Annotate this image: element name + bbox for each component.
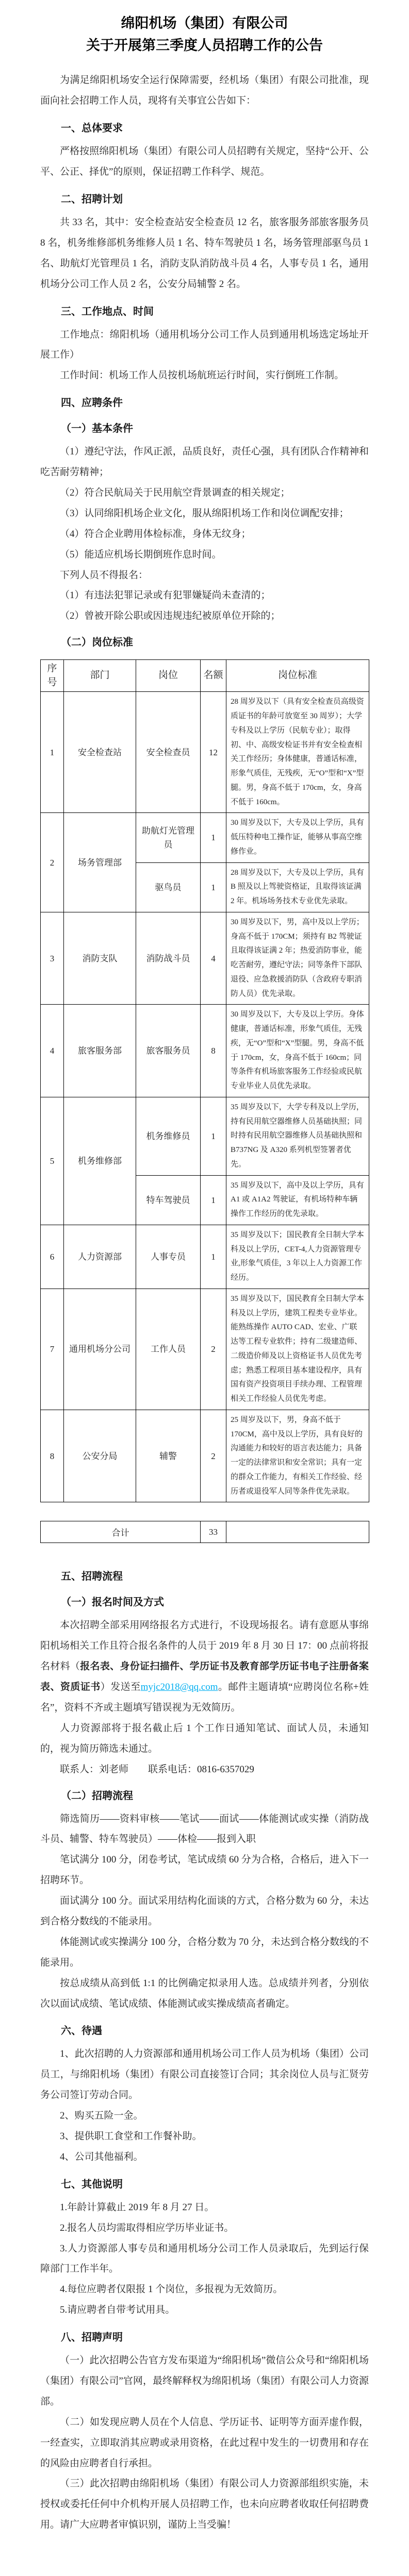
- section-heading-2: 二、招聘计划: [61, 193, 123, 205]
- cell-standard: 25 周岁及以下，男，身高不低于 170CM，高中及以上学历，具有良好的沟通能力和较好的语言表达能力；具备一定的法律常识和安全常识；具有一定的群众工作能力，有相关工作经验、经历者或退役军人同等条件优先录取。: [226, 1410, 369, 1502]
- cell-no: 3: [41, 912, 64, 1005]
- cell-dept: 旅客服务部: [64, 1005, 136, 1097]
- paragraph: （2）符合民航局关于民用航空背景调查的相关规定；: [60, 487, 290, 498]
- cell-count: 1: [201, 1175, 226, 1225]
- col-header-position: 岗位: [136, 660, 201, 692]
- paragraph: 3.人力资源部人事专员和通用机场分公司工作人员录取后，先到运行保障部门工作半年。: [40, 2243, 369, 2275]
- cell-count: 2: [201, 1289, 226, 1410]
- cell-dept: 消防支队: [64, 912, 136, 1005]
- title-line-2: 关于开展第三季度人员招聘工作的公告: [86, 38, 323, 54]
- paragraph: 下列人员不得报名：: [60, 569, 149, 581]
- document-body: [40, 70, 369, 2576]
- cell-standard: 28 周岁及以下（具有安全检查员高级资质证书的年龄可放宽至 30 周岁）；大学专科及以上学历（民航专业）；取得初、中、高级安检证书并有安全检查相关工作经历；身体健康，普通话标准，形象气质佳，无残疾，无“O”型和“X”型腿。男，身高不低于 170cm，女，身高不低于 160cm。: [226, 692, 369, 813]
- cell-standard: 35 周岁及以下；国民教育全日制大学本科及以上学历，CET-4,人力资源管理专业,形象气质佳，3 年以上人力资源工作经历。: [226, 1225, 369, 1289]
- cell-position: 驱鸟员: [136, 862, 201, 912]
- cell-position: 旅客服务员: [136, 1005, 201, 1097]
- paragraph: 2、购买五险一金。: [60, 2110, 143, 2122]
- cell-count: 12: [201, 692, 226, 813]
- table-row: [41, 1410, 369, 1502]
- col-header-count: 名额: [201, 660, 226, 692]
- cell-no: 2: [41, 813, 64, 912]
- cell-position: 人事专员: [136, 1225, 201, 1289]
- paragraph: 3、提供职工食堂和工作餐补助。: [60, 2130, 202, 2142]
- paragraph: 1、此次招聘的人力资源部和通用机场公司工作人员为机场（集团）公司员工，与绵阳机场（集团）有限公司直接签订合同；其余岗位人员与汇贤劳务公司签订劳动合同。: [40, 2048, 369, 2101]
- paragraph: （一）此次招聘公告官方发布渠道为“绵阳机场”微信公众号和“绵阳机场（集团）有限公司”官网，最终解释权为绵阳机场（集团）有限公司人力资源部。: [40, 2355, 369, 2407]
- paragraph: 4.每位应聘者仅限报 1 个岗位，多报视为无效简历。: [60, 2284, 283, 2295]
- cell-no: 7: [41, 1289, 64, 1410]
- cell-count: 1: [201, 1097, 226, 1175]
- paragraph: 面试满分 100 分。面试采用结构化面谈的方式，合格分数为 60 分，未达到合格分数线的不能录用。: [40, 1895, 369, 1927]
- cell-dept: 通用机场分公司: [64, 1289, 136, 1410]
- subsection-heading-position-standards: （二）岗位标准: [61, 637, 133, 649]
- cell-no: 6: [41, 1225, 64, 1289]
- paragraph: （1）遵纪守法，作风正派，品质良好，责任心强，具有团队合作精神和吃苦耐劳精神；: [40, 446, 369, 478]
- paragraph: 2.报名人员均需取得相应学历毕业证书。: [60, 2222, 234, 2233]
- table-row: [41, 813, 369, 862]
- cell-no: 4: [41, 1005, 64, 1097]
- col-header-standard: 岗位标准: [226, 660, 369, 692]
- intro-paragraph: 为满足绵阳机场安全运行保障需要，经机场（集团）有限公司批准，现面向社会招聘工作人员，现将有关事宜公告如下：: [40, 75, 369, 107]
- subsection-heading-apply-time: （一）报名时间及方式: [61, 1597, 164, 1608]
- apply-materials-bold: 报名表、身份证扫描件、学历证书及教育部学历证书电子注册备案表、资质证书: [40, 1661, 369, 1693]
- subsection-heading-process: （二）招聘流程: [61, 1790, 133, 1802]
- paragraph: （5）能适应机场长期倒班作息时间。: [60, 549, 222, 560]
- section-heading-7: 七、其他说明: [61, 2178, 123, 2190]
- cell-position: 工作人员: [136, 1289, 201, 1410]
- cell-dept: 安全检查站: [64, 692, 136, 813]
- paragraph: （二）如发现应聘人员在个人信息、学历证书、证明等方面弄虚作假，一经查实，立即取消其应聘或录用资格，在此过程中发生的一切费用和存在的风险由应聘者自行承担。: [40, 2416, 369, 2469]
- cell-count: 2: [201, 1410, 226, 1502]
- apply-text-2: ）发送至: [100, 1682, 141, 1693]
- section-heading-4: 四、应聘条件: [61, 397, 123, 409]
- table-row: [41, 1289, 369, 1410]
- cell-standard: 35 周岁及以下，高中及以上学历，具有 A1 或 A1A2 驾驶证，有机场特种车辆操作工作经历的优先录取。: [226, 1175, 369, 1225]
- paragraph: 筛选简历——资料审核——笔试——面试——体能测试或实操（消防战斗员、辅警、特车驾驶员）——体检——报到入职: [40, 1813, 369, 1845]
- apply-text-1: 本次招聘全部采用网络报名方式进行，不设现场报名。请有意愿从事绵阳机场相关工作且符合报名条件的人员于 2019 年 8 月 30 日 17：00 点前将报名材料（: [40, 1620, 369, 1672]
- col-header-no: 序号: [41, 660, 64, 692]
- col-header-dept: 部门: [64, 660, 136, 692]
- contact-line: 联系人：刘老师 联系电话：0816-6357029: [60, 1764, 254, 1775]
- section-heading-8: 八、招聘声明: [61, 2332, 123, 2344]
- position-standards-table: [40, 659, 369, 1502]
- paragraph: （2）曾被开除公职或因违规违纪被原单位开除的；: [60, 611, 281, 622]
- total-count-cell: 33: [201, 1521, 226, 1543]
- cell-position: 机务维修员: [136, 1097, 201, 1175]
- section-heading-6: 六、待遇: [61, 2025, 102, 2037]
- cell-no: 1: [41, 692, 64, 813]
- paragraph: 人力资源部将于报名截止后 1 个工作日通知笔试、面试人员，未通知的，视为简历筛选未通过。: [40, 1722, 369, 1754]
- table-row: [41, 692, 369, 813]
- paragraph: 1.年龄计算截止 2019 年 8 月 27 日。: [60, 2201, 215, 2213]
- cell-count: 4: [201, 912, 226, 1005]
- paragraph: 4、公司其他福利。: [60, 2151, 143, 2162]
- cell-dept: 公安分局: [64, 1410, 136, 1502]
- section-heading-5: 五、招聘流程: [61, 1571, 123, 1583]
- paragraph: （三）此次招聘由绵阳机场（集团）有限公司人力资源部组织实施，未授权或委托任何中介机构开展人员招聘工作，也未向应聘者收取任何招聘费用。请广大应聘者审慎识别，谨防上当受骗！: [40, 2478, 369, 2531]
- paragraph: 按总成绩从高到低 1:1 的比例确定拟录用人选。总成绩并列者，分别依次以面试成绩、笔试成绩、体能测试或实操成绩高者确定。: [40, 1977, 369, 2009]
- cell-position: 安全检查员: [136, 692, 201, 813]
- cell-standard: 30 周岁及以下，男，高中及以上学历；身高不低于 170CM；须持有 B2 驾驶证且取得该证满 2 年；热爱消防事业，能吃苦耐劳，遵纪守法；同等条件下部队退役、应急救援消防队（含政府专职消防人员）优先录取。: [226, 912, 369, 1005]
- paragraph: 严格按照绵阳机场（集团）有限公司人员招聘有关规定，坚持“公开、公平、公正、择优”的原则，保证招聘工作科学、规范。: [40, 146, 369, 178]
- paragraph: 共 33 名，其中：安全检查站安全检查员 12 名，旅客服务部旅客服务员 8 名，机务维修部机务维修人员 1 名、特车驾驶员 1 名，场务管理部驱鸟员 1 名、助航灯光管理员 1 名，消防支队消防战斗员 4 名，人事专员 1 名，通用机场分公司工作人员 2 名，公安分局辅警 2 名。: [40, 216, 369, 290]
- total-row: [41, 1521, 369, 1543]
- paragraph: 工作地点：绵阳机场（通用机场分公司工作人员到通用机场选定场址开展工作）: [40, 329, 369, 361]
- paragraph: 体能测试或实操满分 100 分，合格分数为 70 分，未达到合格分数线的不能录用。: [40, 1936, 369, 1968]
- total-table: [40, 1521, 369, 1543]
- cell-count: 1: [201, 1225, 226, 1289]
- cell-count: 1: [201, 813, 226, 862]
- paragraph-apply-method: [40, 1615, 369, 1718]
- table-row: [41, 1097, 369, 1175]
- cell-position: 助航灯光管理员: [136, 813, 201, 862]
- cell-count: 1: [201, 862, 226, 912]
- title-line-1: 绵阳机场（集团）有限公司: [121, 15, 288, 31]
- paragraph: 工作时间：机场工作人员按机场航班运行时间，实行倒班工作制。: [60, 370, 345, 381]
- table-header-row: [41, 660, 369, 692]
- total-empty-cell: [226, 1521, 369, 1543]
- cell-standard: 28 周岁及以下，大专及以上学历，具有 B 照及以上驾驶资格证，且取得该证满 2 年。机场场务技术专业优先录取。: [226, 862, 369, 912]
- page-title: [40, 12, 369, 57]
- paragraph: （3）认同绵阳机场企业文化，服从绵阳机场工作和岗位调配安排；: [60, 507, 349, 519]
- cell-standard: 35 周岁及以下，大学专科及以上学历，持有民用航空器维修人员基础执照；同时持有民用航空器维修人员基础执照和 B737NG 及 A320 系列机型签署者优先。: [226, 1097, 369, 1175]
- paragraph: （4）符合企业聘用体检标准，身体无纹身；: [60, 528, 251, 539]
- apply-text-3: 。邮件主题请填“应聘岗位名称+姓名”，资料不齐或主题填写错误视为无效简历。: [40, 1682, 369, 1713]
- section-heading-1: 一、总体要求: [61, 123, 123, 134]
- cell-position: 特车驾驶员: [136, 1175, 201, 1225]
- cell-dept: 场务管理部: [64, 813, 136, 912]
- cell-count: 8: [201, 1005, 226, 1097]
- cell-position: 消防战斗员: [136, 912, 201, 1005]
- subsection-heading-basic-conditions: （一）基本条件: [61, 423, 133, 435]
- total-label-cell: 合计: [41, 1521, 201, 1543]
- cell-dept: 机务维修部: [64, 1097, 136, 1225]
- job-table-body: [41, 692, 369, 1502]
- paragraph: 5.请应聘者自带考试用具。: [60, 2304, 175, 2316]
- cell-dept: 人力资源部: [64, 1225, 136, 1289]
- table-row: [41, 912, 369, 1005]
- table-row: [41, 1225, 369, 1289]
- paragraph: （1）有违法犯罪记录或有犯罪嫌疑尚未查清的；: [60, 590, 271, 601]
- cell-no: 8: [41, 1410, 64, 1502]
- email-link[interactable]: myjc2018@qq.com: [140, 1682, 218, 1693]
- cell-no: 5: [41, 1097, 64, 1225]
- cell-standard: 30 周岁及以下，大专及以上学历，具有低压特种电工操作证，能够从事高空维修作业。: [226, 813, 369, 862]
- section-heading-3: 三、工作地点、时间: [61, 306, 154, 317]
- cell-standard: 30 周岁及以下，大专及以上学历。身体健康，普通话标准，形象气质佳，无残疾，无“O”型和“X”型腿。男，身高不低于 170cm，女，身高不低于 160cm；同等条件有机场旅客服务工作经验或民航专业毕业人员优先录取。: [226, 1005, 369, 1097]
- cell-standard: 35 周岁及以下，国民教育全日制大学本科及以上学历，建筑工程类专业毕业。能熟练操作 AUTO CAD、宏业、广联达等工程专业软件；持有二级建造师、二级造价师及以上资格证书人员优先考虑；熟悉工程项目基本建设程序，具有国有资产投资项目手续办理、工程管理相关工作经验人员优先考虑。: [226, 1289, 369, 1410]
- cell-position: 辅警: [136, 1410, 201, 1502]
- paragraph: 笔试满分 100 分，闭卷考试，笔试成绩 60 分为合格，合格后，进入下一招聘环节。: [40, 1854, 369, 1886]
- table-row: [41, 1005, 369, 1097]
